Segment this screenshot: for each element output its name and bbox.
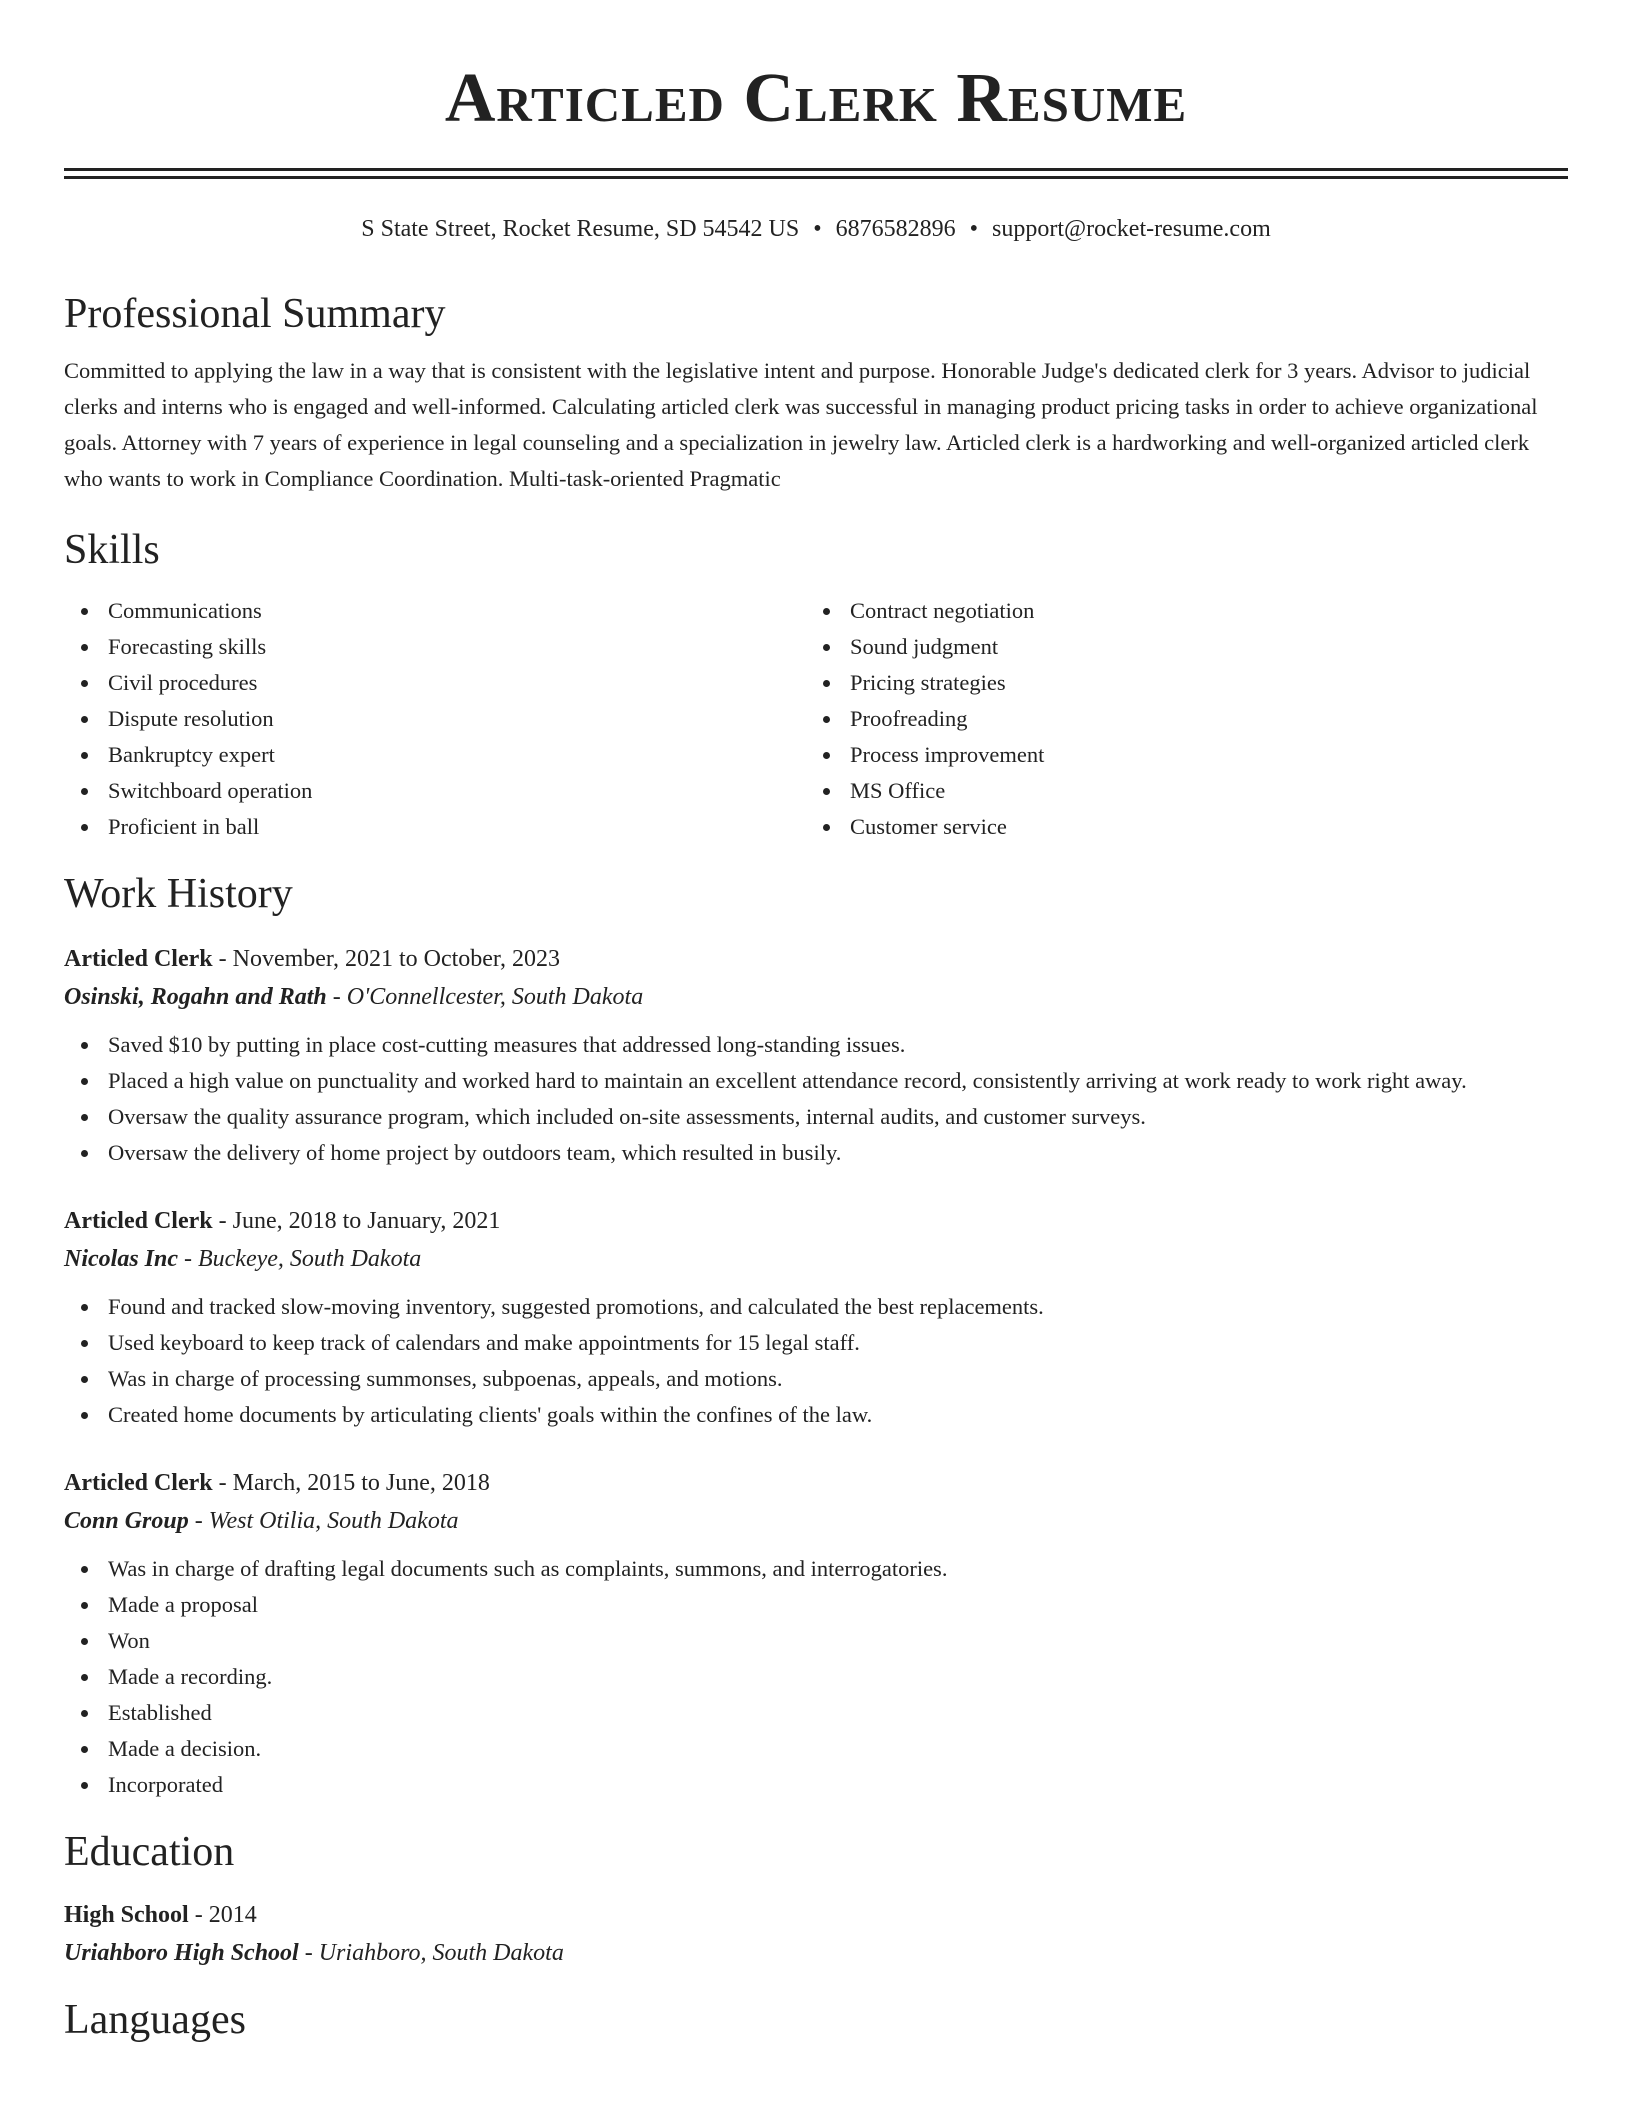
skill-item: Contract negotiation: [806, 593, 1548, 629]
skill-item: Sound judgment: [806, 629, 1548, 665]
job-entry: [64, 1203, 1568, 1433]
contact-phone: 6876582896: [835, 216, 956, 242]
contact-address: S State Street, Rocket Resume, SD 54542 US: [361, 216, 800, 242]
education-degree: High School: [64, 1902, 189, 1928]
job-company: Conn Group: [64, 1508, 189, 1534]
skill-item: Customer service: [806, 809, 1548, 845]
skills-heading: Skills: [64, 527, 160, 573]
job-company: Osinski, Rogahn and Rath: [64, 984, 327, 1010]
job-entry: [64, 1465, 1568, 1803]
job-location: - Buckeye, South Dakota: [178, 1246, 422, 1272]
skill-item: Bankruptcy expert: [64, 737, 806, 773]
job-header: [64, 1203, 1568, 1239]
title-double-rule: [64, 168, 1568, 179]
resume-page: [64, 0, 1568, 2045]
job-role: Articled Clerk: [64, 946, 213, 972]
education-year: - 2014: [188, 1902, 257, 1928]
skill-item: Dispute resolution: [64, 701, 806, 737]
job-duty: Saved $10 by putting in place cost-cutting measures that addressed long-standing issues.: [64, 1027, 1568, 1063]
education-institution: [64, 1933, 1568, 1973]
job-role: Articled Clerk: [64, 1208, 213, 1234]
skill-item: Proficient in ball: [64, 809, 806, 845]
job-duty: Incorporated: [64, 1767, 1568, 1803]
job-dates: - March, 2015 to June, 2018: [212, 1470, 490, 1496]
job-header: [64, 1465, 1568, 1501]
job-duty: Was in charge of processing summonses, subpoenas, appeals, and motions.: [64, 1361, 1568, 1397]
job-entry: [64, 941, 1568, 1171]
job-duty: Used keyboard to keep track of calendars and make appointments for 15 legal staff.: [64, 1325, 1568, 1361]
education-location: - Uriahboro, South Dakota: [298, 1940, 564, 1966]
job-header: [64, 941, 1568, 977]
skill-item: Forecasting skills: [64, 629, 806, 665]
job-employer: [64, 1239, 1568, 1279]
contact-email: support@rocket-resume.com: [992, 216, 1271, 242]
education-school: Uriahboro High School: [64, 1940, 299, 1966]
contact-line: [64, 213, 1568, 245]
skills-column-right: [806, 593, 1548, 845]
skill-item: Communications: [64, 593, 806, 629]
education-heading: Education: [64, 1829, 235, 1875]
job-duty: Won: [64, 1623, 1568, 1659]
skill-item: Civil procedures: [64, 665, 806, 701]
job-duty: Was in charge of drafting legal documents such as complaints, summons, and interrogatories.: [64, 1551, 1568, 1587]
skills-list: [64, 593, 1568, 845]
job-duty: Oversaw the quality assurance program, which included on-site assessments, internal audits, and customer surveys.: [64, 1099, 1568, 1135]
skill-item: Pricing strategies: [806, 665, 1548, 701]
job-location: - O'Connellcester, South Dakota: [326, 984, 644, 1010]
job-duties: [64, 1551, 1568, 1803]
job-duties: [64, 1289, 1568, 1433]
job-employer: [64, 1501, 1568, 1541]
job-duty: Found and tracked slow-moving inventory, suggested promotions, and calculated the best replacements.: [64, 1289, 1568, 1325]
contact-separator: •: [969, 216, 979, 242]
summary-text: Committed to applying the law in a way that is consistent with the legislative intent and purpose. Honorable Judge's dedicated clerk for 3 years. Advisor to judicial clerks and interns who is engaged and well-informed. Calculating articled clerk was successful in managing product pricing tasks in order to achieve organizational goals. Attorney with 7 years of experience in legal counseling and a specialization in jewelry law. Articled clerk is a hardworking and well-organized articled clerk who wants to work in Compliance Coordination. Multi-task-oriented Pragmatic: [64, 358, 1538, 491]
summary-heading: Professional Summary: [64, 291, 446, 337]
job-location: - West Otilia, South Dakota: [188, 1508, 459, 1534]
skills-column-left: [64, 593, 806, 845]
job-dates: - June, 2018 to January, 2021: [212, 1208, 501, 1234]
job-dates: - November, 2021 to October, 2023: [212, 946, 560, 972]
education-entry: [64, 1897, 1568, 1973]
resume-title: Articled Clerk Resume: [444, 60, 1188, 137]
job-duty: Made a proposal: [64, 1587, 1568, 1623]
skill-item: Switchboard operation: [64, 773, 806, 809]
skill-item: Process improvement: [806, 737, 1548, 773]
job-duty: Made a decision.: [64, 1731, 1568, 1767]
education-header: [64, 1897, 1568, 1933]
job-duty: Oversaw the delivery of home project by outdoors team, which resulted in busily.: [64, 1135, 1568, 1171]
job-company: Nicolas Inc: [64, 1246, 178, 1272]
job-duty: Established: [64, 1695, 1568, 1731]
skill-item: Proofreading: [806, 701, 1548, 737]
job-duty: Made a recording.: [64, 1659, 1568, 1695]
job-duties: [64, 1027, 1568, 1171]
job-employer: [64, 977, 1568, 1017]
job-duty: Created home documents by articulating clients' goals within the confines of the law.: [64, 1397, 1568, 1433]
work-history-heading: Work History: [64, 871, 293, 917]
languages-heading: Languages: [64, 1997, 246, 2043]
job-duty: Placed a high value on punctuality and worked hard to maintain an excellent attendance record, consistently arriving at work ready to work right away.: [64, 1063, 1568, 1099]
job-role: Articled Clerk: [64, 1470, 213, 1496]
skill-item: MS Office: [806, 773, 1548, 809]
contact-separator: •: [813, 216, 822, 242]
